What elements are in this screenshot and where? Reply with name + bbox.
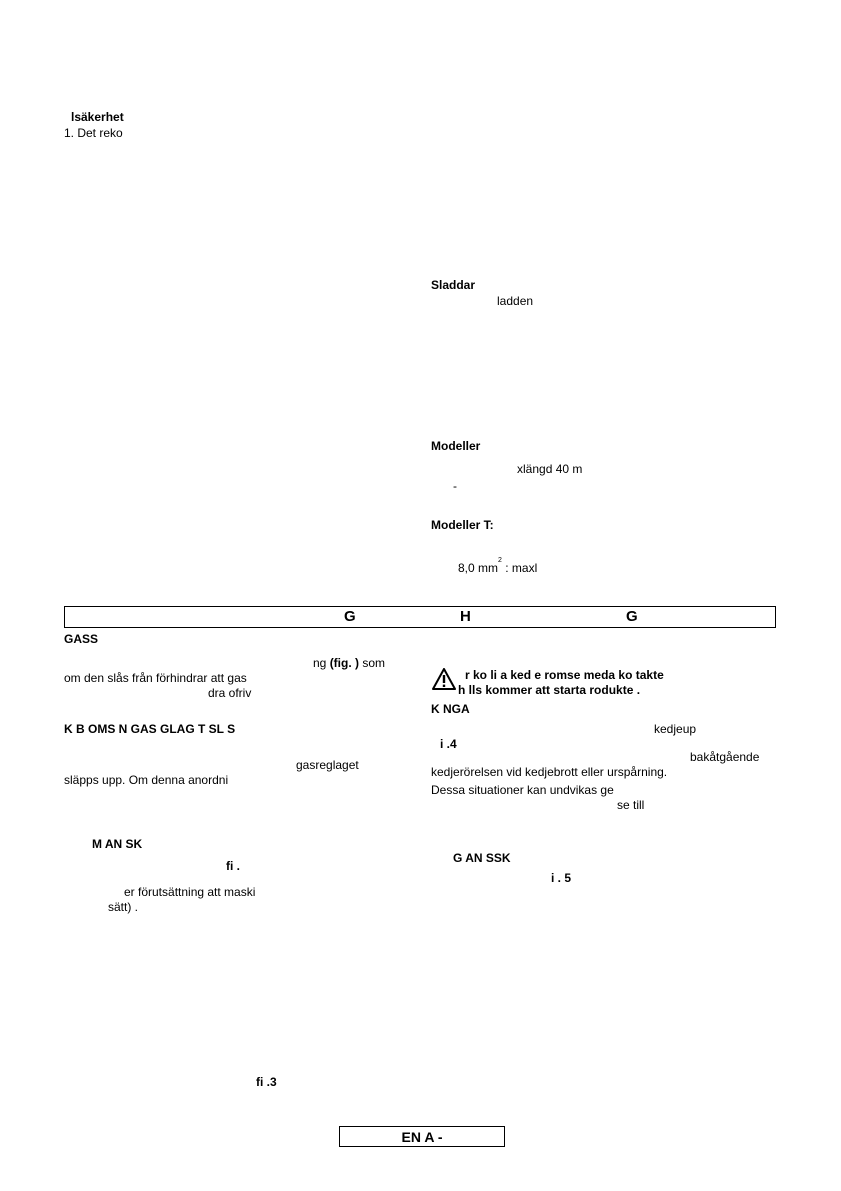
fig-ref-4: i .4 (440, 737, 457, 751)
fig-ref-5: i . 5 (551, 871, 572, 885)
gass-line-2: om den slås från förhindrar att gas (64, 671, 247, 685)
lock-line-2: släpps upp. Om denna anordni (64, 773, 229, 787)
page-footer (339, 1126, 505, 1147)
warning-line-2: h lls kommer att starta rodukte . (458, 683, 641, 697)
lock-line-1: gasreglaget (296, 758, 359, 772)
warning-triangle-icon (432, 668, 456, 690)
kedjeup-text: kedjeup (654, 722, 697, 736)
footer-label: EN A - (401, 1129, 443, 1145)
banner-part-3: G (626, 608, 638, 625)
models-t-value: 8,0 $mm^2$ : maxl (458, 557, 538, 575)
k-line-3: se till (617, 798, 645, 812)
safety-item-1: 1. Det reko (64, 126, 123, 140)
cords-heading: Sladdar (431, 278, 476, 292)
g-heading: G AN SSK (453, 851, 511, 865)
k-heading: K NGA (431, 702, 470, 716)
safety-heading: lsäkerhet (71, 110, 124, 124)
banner-part-2: H (460, 608, 471, 625)
fig-ref: (fig. ) (329, 656, 360, 670)
models-heading: Modeller (431, 439, 481, 453)
models-t-heading: Modeller T: (431, 518, 494, 532)
section-banner (64, 606, 776, 628)
m-heading: M AN SK (92, 837, 143, 851)
fig-ref-1: fi . (226, 859, 240, 873)
banner-part-1: G (344, 608, 356, 625)
models-length: xlängd 40 m (517, 462, 583, 476)
lock-heading: K B OMS N GAS GLAG T SL S (64, 722, 236, 736)
k-line-1: kedjerörelsen vid kedjebrott eller urspårning. (431, 765, 668, 779)
warning-line-1: r ko li a ked e romse meda ko takte (465, 668, 664, 682)
fig-ref-3: fi .3 (256, 1075, 277, 1089)
gass-line-1: ng (fig. ) som (313, 656, 386, 670)
gass-line-3: dra ofriv (208, 686, 252, 700)
models-dash: - (453, 479, 457, 493)
m-line-1: er förutsättning att maski (124, 885, 256, 899)
k-line-2: Dessa situationer kan undvikas ge (431, 783, 614, 797)
gass-heading: GASS (64, 632, 99, 646)
m-line-2: sätt) . (108, 900, 139, 914)
cords-text: ladden (497, 294, 534, 308)
bakatgaende-text: bakåtgående (690, 750, 760, 764)
